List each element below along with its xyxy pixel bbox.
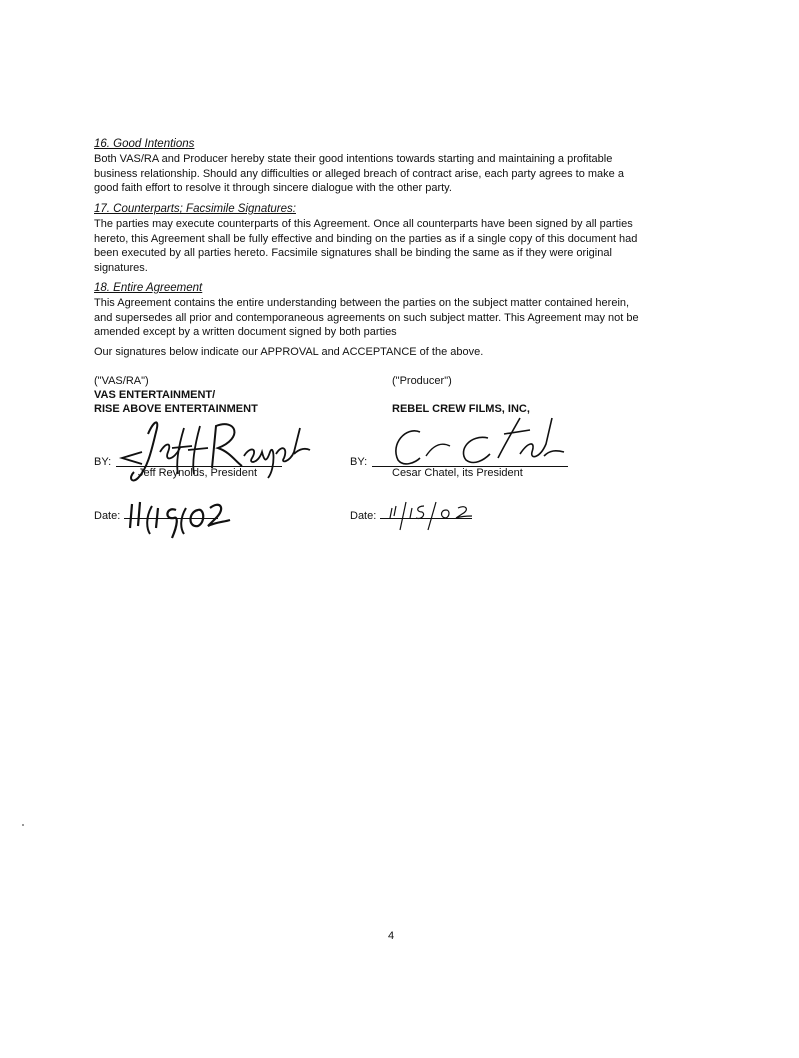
date-handwritten-left	[122, 494, 232, 544]
party-name: RISE ABOVE ENTERTAINMENT	[94, 403, 258, 415]
section-heading: 18. Entire Agreement	[94, 282, 203, 294]
signature-right	[380, 404, 580, 474]
by-label: BY:	[94, 456, 112, 468]
party-name: VAS ENTERTAINMENT/	[94, 389, 216, 401]
section-body	[94, 217, 694, 275]
text-line: Both VAS/RA and Producer hereby state their good intentions towards starting and maintaining a profitable	[94, 153, 613, 165]
text-line: amended except by a written document signed by both parties	[94, 326, 397, 338]
section-heading: 16. Good Intentions	[94, 138, 195, 150]
text-line: been executed by all parties hereto. Facsimile signatures shall be binding the same as if they were original	[94, 247, 612, 259]
date-handwritten-right	[384, 496, 484, 536]
section-counterparts	[94, 202, 694, 275]
section-heading: 17. Counterparts; Facsimile Signatures:	[94, 203, 296, 215]
party-name: REBEL CREW FILMS, INC,	[392, 403, 530, 415]
section-entire-agreement	[94, 281, 694, 340]
section-good-intentions	[94, 137, 694, 196]
by-label: BY:	[350, 456, 368, 468]
text-line: good faith effort to resolve it through sincere dialogue with the other party.	[94, 182, 452, 194]
text-line: This Agreement contains the entire understanding between the parties on the subject matter contained herein,	[94, 297, 630, 309]
approval-statement: Our signatures below indicate our APPROVAL and ACCEPTANCE of the above.	[94, 346, 484, 358]
text-line: The parties may execute counterparts of this Agreement. Once all counterparts have been signed by all parties	[94, 218, 633, 230]
page-number: 4	[388, 930, 395, 942]
signer-name: Cesar Chatel, its President	[392, 467, 523, 479]
signer-name: Jeff Reynolds, President	[138, 467, 258, 479]
text-line: business relationship. Should any difficulties or alleged breach of contract arise, each party agrees to make a	[94, 167, 624, 180]
section-body	[94, 152, 694, 196]
text-line: hereto, this Agreement shall be fully effective and binding on the parties as if a single copy of this document had	[94, 232, 638, 245]
text-line: and supersedes all prior and contemporaneous agreements on such subject matter. This Agreement may not be	[94, 311, 639, 324]
text-line: signatures.	[94, 261, 148, 274]
date-label: Date:	[350, 510, 377, 522]
date-label: Date:	[94, 510, 121, 522]
party-alias: ("VAS/RA")	[94, 375, 149, 387]
party-alias: ("Producer")	[392, 375, 452, 387]
section-body	[94, 296, 694, 340]
scan-speck	[22, 824, 24, 826]
